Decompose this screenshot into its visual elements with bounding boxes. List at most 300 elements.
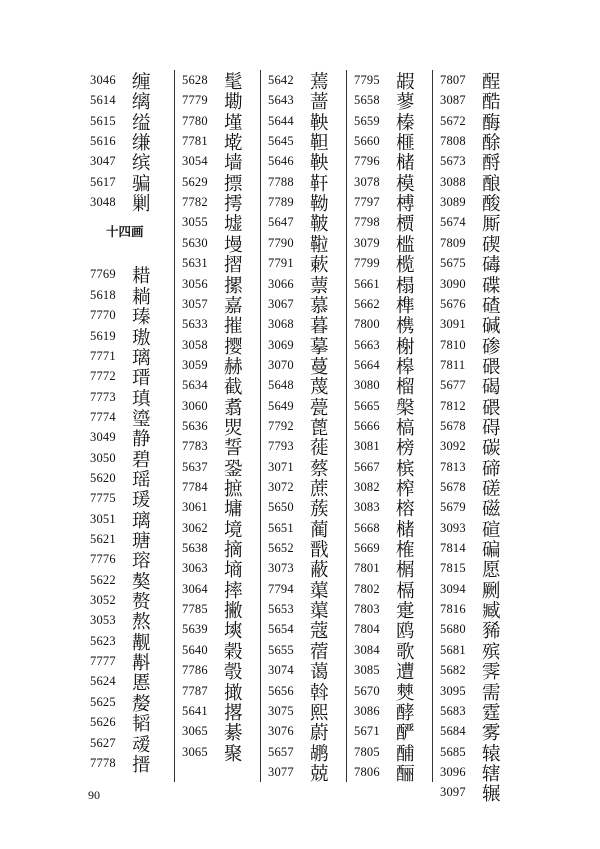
entry-character: 榑 (396, 194, 415, 216)
entry-character: 蔻 (310, 621, 329, 643)
entry-character: 辕 (482, 743, 501, 765)
entry-code: 7801 (354, 561, 380, 576)
entry-code: 3077 (268, 764, 294, 779)
entry-code: 3072 (268, 480, 294, 494)
entry-character: 碳 (482, 438, 501, 460)
entry-character: 鞡 (310, 234, 329, 256)
entry-character: 酿 (482, 173, 501, 195)
entry-code: 7783 (182, 439, 208, 454)
entry-character: 榴 (396, 377, 415, 399)
entry-character: 墙 (224, 153, 243, 175)
entry-character: 瑬 (132, 408, 151, 430)
entry-character: 蔟 (310, 499, 329, 521)
entry-character: 甍 (310, 397, 329, 419)
entry-code: 5646 (268, 154, 294, 169)
entry-code: 3055 (182, 215, 208, 230)
entry-character: 鹕 (310, 743, 329, 765)
entry-character: 槅 (396, 580, 415, 602)
index-entry (260, 762, 346, 787)
entry-code: 5666 (354, 418, 380, 433)
entry-code: 7804 (354, 622, 380, 637)
entry-code: 3097 (440, 785, 466, 800)
entry-character: 焸 (224, 417, 243, 439)
entry-character: 兢 (310, 763, 329, 785)
entry-character: 靬 (310, 173, 329, 195)
entry-code: 5651 (268, 520, 294, 535)
entry-code: 3091 (440, 317, 466, 332)
entry-character: 摽 (224, 173, 243, 195)
entry-character: 模 (396, 173, 415, 195)
entry-character: 彀 (224, 662, 243, 684)
entry-code: 7781 (182, 134, 208, 149)
entry-character: 墈 (224, 92, 243, 114)
entry-character: 缠 (132, 72, 151, 93)
entry-character: 辗 (482, 784, 501, 806)
entry-character: 瑗 (132, 490, 151, 512)
entry-character: 熬 (132, 612, 151, 634)
index-column-4 (346, 70, 432, 785)
entry-character: 韬 (132, 714, 151, 736)
entry-character: 榭 (396, 336, 415, 358)
entry-character: 碨 (482, 356, 501, 378)
entry-character: 摹 (310, 336, 329, 358)
entry-code: 3085 (354, 663, 380, 678)
entry-character: 静 (132, 429, 151, 451)
entry-character: 赘 (132, 592, 151, 614)
entry-code: 5656 (268, 683, 294, 698)
entry-code: 5680 (440, 622, 466, 637)
entry-code: 7777 (90, 654, 116, 669)
entry-character: 榷 (396, 540, 415, 562)
entry-code: 5657 (268, 744, 294, 759)
entry-code: 5617 (90, 174, 116, 189)
index-column-3 (260, 70, 346, 785)
entry-character: 蔽 (310, 560, 329, 582)
index-entry (88, 753, 174, 778)
entry-character: 碜 (482, 336, 501, 358)
entry-character: 榫 (396, 295, 415, 317)
entry-code: 5669 (354, 541, 380, 556)
entry-code: 7782 (182, 195, 208, 210)
entry-character: 墁 (224, 234, 243, 256)
entry-character: 銎 (224, 458, 243, 480)
entry-code: 5672 (440, 113, 466, 128)
entry-character: 酵 (396, 702, 415, 724)
entry-character: 榧 (396, 133, 415, 155)
entry-character: 榖 (224, 641, 243, 663)
entry-character: 殡 (482, 641, 501, 663)
entry-code: 7778 (90, 755, 116, 770)
entry-code: 5627 (90, 735, 116, 750)
entry-code: 3075 (268, 703, 294, 718)
entry-character: 獒 (132, 571, 151, 593)
entry-character: 摭 (224, 479, 243, 500)
entry-code: 7774 (90, 409, 116, 424)
entry-code: 5645 (268, 134, 294, 149)
entry-character: 瑱 (132, 388, 151, 410)
entry-character: 觏 (132, 632, 151, 654)
entry-code: 3064 (182, 581, 208, 596)
entry-code: 5661 (354, 276, 380, 291)
entry-character: 鞁 (310, 214, 329, 236)
entry-code: 5677 (440, 378, 466, 393)
entry-code: 3050 (90, 450, 116, 465)
entry-code: 5668 (354, 520, 380, 535)
entry-character: 榄 (396, 255, 415, 277)
entry-character: 塽 (224, 621, 243, 643)
entry-code: 7793 (268, 439, 294, 454)
entry-code: 3067 (268, 296, 294, 311)
entry-character: 截 (224, 377, 243, 399)
entry-code: 5615 (90, 113, 116, 128)
entry-code: 5650 (268, 500, 294, 515)
entry-code: 5678 (440, 480, 466, 494)
entry-character: 蓿 (310, 641, 329, 663)
entry-character: 蕖 (310, 580, 329, 602)
entry-code: 5641 (182, 703, 208, 718)
entry-code: 3094 (440, 581, 466, 596)
entry-code: 5621 (90, 532, 116, 546)
entry-code: 7805 (354, 744, 380, 759)
entry-code: 7799 (354, 256, 380, 271)
entry-character: 靿 (310, 194, 329, 216)
entry-code: 5628 (182, 73, 208, 87)
entry-character: 需 (482, 682, 501, 704)
entry-character: 碴 (482, 295, 501, 317)
entry-character: 璈 (132, 327, 151, 349)
entry-character: 榍 (396, 560, 415, 582)
entry-character: 酴 (482, 133, 501, 155)
entry-character: 槚 (396, 214, 415, 236)
entry-code: 5625 (90, 694, 116, 709)
entry-code: 3096 (440, 764, 466, 779)
entry-character: 缣 (132, 133, 151, 155)
entry-character: 碶 (482, 234, 501, 256)
entry-character: 槠 (396, 519, 415, 541)
entry-code: 7816 (440, 602, 466, 617)
entry-code: 3090 (440, 276, 466, 291)
entry-code: 7785 (182, 602, 208, 617)
entry-code: 7779 (182, 93, 208, 108)
entry-code: 3081 (354, 439, 380, 454)
entry-character: 蓖 (310, 417, 329, 439)
entry-code: 5681 (440, 642, 466, 657)
entry-character: 摘 (224, 540, 243, 562)
entry-code: 5630 (182, 235, 208, 250)
entry-code: 3084 (354, 642, 380, 657)
entry-code: 3058 (182, 337, 208, 352)
entry-character: 摴 (224, 194, 243, 216)
entry-character: 劂 (482, 580, 501, 602)
entry-code: 5670 (354, 683, 380, 698)
entry-character: 墘 (224, 133, 243, 155)
entry-character: 酶 (482, 112, 501, 134)
entry-character: 髦 (224, 72, 243, 93)
entry-code: 7812 (440, 398, 466, 413)
entry-character: 槔 (396, 356, 415, 378)
entry-character: 酷 (482, 92, 501, 114)
entry-code: 3076 (268, 724, 294, 739)
entry-character: 鞅 (310, 112, 329, 134)
entry-code: 7807 (440, 73, 466, 87)
entry-character: 慝 (132, 673, 151, 695)
entry-character: 碹 (482, 519, 501, 541)
entry-code: 7772 (90, 369, 116, 384)
entry-character: 碣 (482, 377, 501, 399)
entry-code: 5662 (354, 296, 380, 311)
entry-character: 撂 (224, 702, 243, 724)
entry-character: 槠 (396, 153, 415, 175)
entry-code: 5638 (182, 541, 208, 556)
entry-character: 蔓 (310, 356, 329, 378)
entry-code: 7784 (182, 480, 208, 494)
entry-code: 5663 (354, 337, 380, 352)
entry-code: 3093 (440, 520, 466, 535)
entry-code: 5642 (268, 73, 294, 87)
entry-code: 5648 (268, 378, 294, 393)
entry-code: 7800 (354, 317, 380, 332)
entry-code: 7810 (440, 337, 466, 352)
entry-character: 碟 (482, 275, 501, 297)
entry-code: 3086 (354, 703, 380, 718)
entry-character: 愿 (482, 560, 501, 582)
entry-code: 3066 (268, 276, 294, 291)
entry-code: 5644 (268, 113, 294, 128)
entry-code: 7787 (182, 683, 208, 698)
entry-code: 3079 (354, 235, 380, 250)
entry-code: 7809 (440, 235, 466, 250)
entry-code: 7770 (90, 308, 116, 323)
entry-code: 3046 (90, 73, 116, 87)
entry-character: 墒 (224, 560, 243, 582)
entry-code: 5626 (90, 715, 116, 730)
entry-character: 瑧 (132, 307, 151, 329)
entry-code: 3092 (440, 439, 466, 454)
entry-character: 蓰 (310, 438, 329, 460)
entry-character: 聚 (224, 743, 243, 765)
entry-code: 5622 (90, 572, 116, 587)
entry-character: 瑶 (132, 469, 151, 491)
entry-code: 5639 (182, 622, 208, 637)
entry-code: 5673 (440, 154, 466, 169)
entry-character: 蓼 (396, 92, 415, 114)
index-column-2 (174, 70, 260, 782)
entry-code: 3074 (268, 663, 294, 678)
entry-character: 嘉 (224, 295, 243, 317)
entry-code: 5647 (268, 215, 294, 230)
entry-code: 7802 (354, 581, 380, 596)
entry-character: 綦 (224, 723, 243, 745)
entry-character: 磁 (482, 499, 501, 521)
entry-code: 5649 (268, 398, 294, 413)
entry-code: 3095 (440, 683, 466, 698)
entry-code: 3053 (90, 613, 116, 628)
entry-code: 5637 (182, 459, 208, 474)
entry-code: 5667 (354, 459, 380, 474)
entry-code: 3059 (182, 357, 208, 372)
entry-character: 鞅 (310, 153, 329, 175)
entry-character: 骗 (132, 173, 151, 195)
entry-character: 酸 (482, 194, 501, 216)
entry-character: 磋 (482, 479, 501, 500)
entry-character: 剿 (132, 194, 151, 216)
entry-character: 墟 (224, 214, 243, 236)
entry-code: 3060 (182, 398, 208, 413)
index-columns (88, 70, 518, 806)
entry-character: 霁 (482, 662, 501, 684)
entry-character: 撖 (224, 682, 243, 704)
entry-code: 5618 (90, 287, 116, 302)
entry-character: 酽 (396, 723, 415, 745)
entry-code: 3048 (90, 195, 116, 210)
entry-code: 7791 (268, 256, 294, 271)
entry-code: 7790 (268, 235, 294, 250)
entry-code: 7811 (440, 357, 466, 372)
entry-code: 5665 (354, 398, 380, 413)
entry-character: 撄 (224, 336, 243, 358)
entry-code: 5671 (354, 724, 380, 739)
entry-code: 3061 (182, 500, 208, 515)
entry-character: 霆 (482, 702, 501, 724)
entry-code: 5624 (90, 674, 116, 689)
entry-code: 3068 (268, 317, 294, 332)
entry-code: 7794 (268, 581, 294, 596)
entry-character: 蔺 (310, 519, 329, 541)
entry-character: 蔫 (310, 72, 329, 93)
entry-code: 5619 (90, 328, 116, 343)
entry-character: 熙 (310, 702, 329, 724)
entry-character: 耥 (132, 286, 151, 308)
entry-character: 瑭 (132, 531, 151, 552)
entry-character: 墐 (224, 112, 243, 134)
entry-code: 7806 (354, 764, 380, 779)
entry-code: 3087 (440, 93, 466, 108)
entry-character: 碡 (482, 255, 501, 277)
entry-character: 境 (224, 519, 243, 541)
entry-character: 斠 (132, 653, 151, 675)
entry-character: 厮 (482, 214, 501, 236)
index-entry (174, 742, 260, 767)
section-heading: 十四画 (106, 224, 144, 240)
entry-character: 蕖 (310, 601, 329, 623)
entry-code: 3080 (354, 378, 380, 393)
entry-code: 3073 (268, 561, 294, 576)
entry-code: 3052 (90, 593, 116, 608)
entry-code: 5655 (268, 642, 294, 657)
entry-code: 3069 (268, 337, 294, 352)
entry-code: 5629 (182, 174, 208, 189)
entry-code: 5614 (90, 93, 116, 108)
entry-code: 3082 (354, 480, 380, 494)
entry-character: 雾 (482, 723, 501, 745)
entry-character: 摔 (224, 580, 243, 602)
entry-code: 7789 (268, 195, 294, 210)
entry-code: 3065 (182, 744, 208, 759)
entry-character: 瑢 (132, 551, 151, 573)
entry-code: 3062 (182, 520, 208, 535)
entry-character: 缤 (132, 153, 151, 175)
entry-code: 7795 (354, 73, 380, 87)
index-entry (346, 762, 432, 787)
entry-character: 酾 (396, 763, 415, 785)
entry-character: 榻 (396, 275, 415, 297)
entry-character: 蔗 (310, 479, 329, 500)
entry-character: 蔌 (310, 255, 329, 277)
entry-character: 蔑 (310, 377, 329, 399)
index-entry (432, 782, 518, 807)
entry-character: 缡 (132, 92, 151, 114)
entry-character: 槟 (396, 458, 415, 480)
entry-code: 3051 (90, 511, 116, 526)
entry-character: 碥 (482, 540, 501, 562)
entry-character: 嫠 (132, 693, 151, 715)
entry-character: 璃 (132, 510, 151, 532)
entry-character: 酲 (482, 72, 501, 93)
entry-character: 摺 (224, 255, 243, 277)
entry-code: 7780 (182, 113, 208, 128)
entry-character: 槜 (396, 316, 415, 338)
entry-code: 5685 (440, 744, 466, 759)
entry-code: 5620 (90, 470, 116, 485)
entry-code: 5676 (440, 296, 466, 311)
page-number: 90 (88, 788, 100, 802)
entry-code: 3063 (182, 561, 208, 576)
entry-character: 摧 (224, 316, 243, 338)
entry-character: 酺 (396, 743, 415, 765)
entry-code: 3056 (182, 276, 208, 291)
entry-character: 撇 (224, 601, 243, 623)
entry-character: 蔼 (310, 662, 329, 684)
entry-code: 5664 (354, 357, 380, 372)
entry-character: 僰 (396, 682, 415, 704)
entry-code: 5659 (354, 113, 380, 128)
entry-code: 3065 (182, 724, 208, 739)
entry-character: 墉 (224, 499, 243, 521)
entry-code: 7775 (90, 491, 116, 506)
entry-character: 碍 (482, 417, 501, 439)
entry-character: 叆 (132, 734, 151, 756)
entry-character: 戬 (310, 540, 329, 562)
entry-character: 誓 (224, 438, 243, 460)
entry-character: 翥 (224, 397, 243, 419)
entry-character: 碱 (482, 316, 501, 338)
entry-code: 3054 (182, 154, 208, 169)
entry-code: 5623 (90, 633, 116, 648)
index-entry (88, 192, 174, 217)
entry-character: 璃 (132, 347, 151, 369)
entry-character: 赫 (224, 356, 243, 378)
entry-code: 3088 (440, 174, 466, 189)
entry-code: 3057 (182, 296, 208, 311)
entry-code: 7798 (354, 215, 380, 230)
entry-character: 蔚 (310, 723, 329, 745)
entry-code: 5634 (182, 378, 208, 393)
entry-code: 5653 (268, 602, 294, 617)
entry-character: 靼 (310, 133, 329, 155)
entry-code: 5633 (182, 317, 208, 332)
entry-character: 斡 (310, 682, 329, 704)
entry-code: 3071 (268, 459, 294, 474)
entry-character: 摞 (224, 275, 243, 297)
entry-character: 辖 (482, 763, 501, 785)
entry-character: 榕 (396, 499, 415, 521)
entry-code: 3083 (354, 500, 380, 515)
entry-code: 5675 (440, 256, 466, 271)
entry-character: 搢 (132, 754, 151, 776)
entry-code: 5652 (268, 541, 294, 556)
entry-code: 7815 (440, 561, 466, 576)
entry-code: 3089 (440, 195, 466, 210)
